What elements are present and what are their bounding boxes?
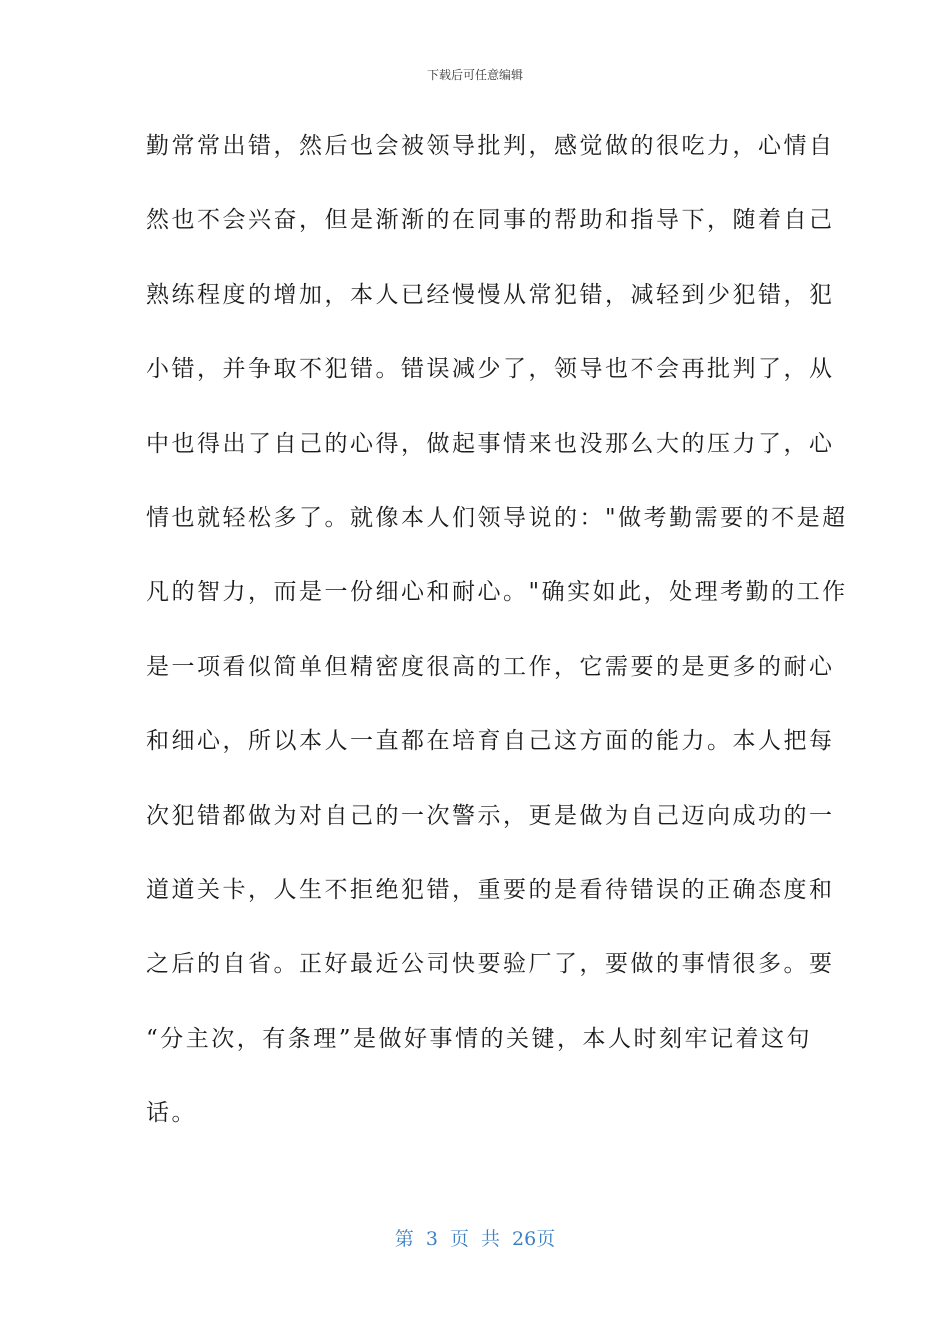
- body-line: 然也不会兴奋，但是渐渐的在同事的帮助和指导下，随着自己: [146, 207, 835, 234]
- body-line: 勤常常出错，然后也会被领导批判，感觉做的很吃力，心情自: [146, 133, 835, 159]
- body-line: 是一项看似简单但精密度很高的工作，它需要的是更多的耐心: [146, 653, 835, 680]
- body-line: “分主次，有条理”是做好事情的关键，本人时刻牢记着这句: [146, 1025, 813, 1052]
- body-line: 之后的自省。正好最近公司快要验厂了，要做的事情很多。要: [146, 951, 835, 978]
- body-line: 和细心，所以本人一直都在培育自己这方面的能力。本人把每: [146, 728, 835, 755]
- body-line: 凡的智力，而是一份细心和耐心。"确实如此，处理考勤的工作: [146, 579, 848, 606]
- page-number-footer: 第 3 页 共 26页: [394, 1228, 556, 1250]
- body-line: 熟练程度的增加，本人已经慢慢从常犯错，减轻到少犯错，犯: [146, 281, 835, 308]
- body-line: 话。: [146, 1100, 197, 1127]
- body-line: 情也就轻松多了。就像本人们领导说的："做考勤需要的不是超: [146, 504, 848, 531]
- body-line: 次犯错都做为对自己的一次警示，更是做为自己迈向成功的一: [146, 802, 835, 829]
- body-line: 道道关卡，人生不拒绝犯错，重要的是看待错误的正确态度和: [146, 876, 835, 903]
- page-header-note: 下载后可任意编辑: [426, 68, 523, 82]
- body-line: 小错，并争取不犯错。错误减少了，领导也不会再批判了，从: [146, 356, 835, 383]
- document-body: [146, 118, 848, 1159]
- body-line: 中也得出了自己的心得，做起事情来也没那么大的压力了，心: [146, 430, 835, 457]
